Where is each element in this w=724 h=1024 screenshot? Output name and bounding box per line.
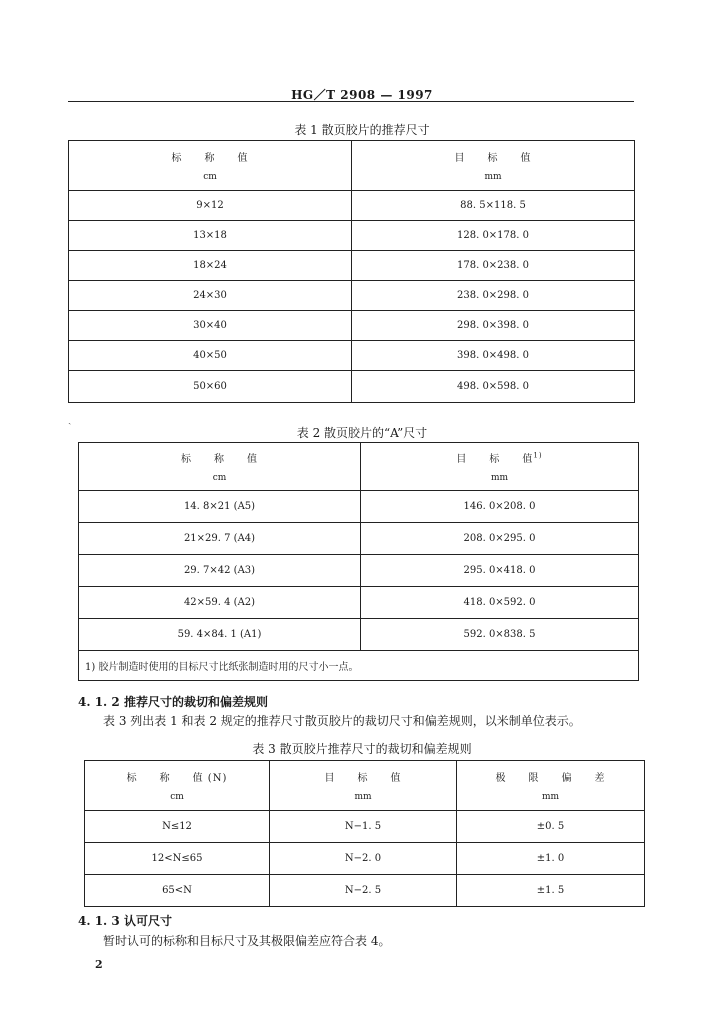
table-cell: 30×40	[69, 311, 352, 341]
header-label: 目 标 值	[456, 454, 534, 465]
table1-caption: 表 1 散页胶片的推荐尺寸	[294, 123, 430, 137]
table-cell: 13×18	[69, 221, 352, 251]
table-cell: 18×24	[69, 251, 352, 281]
table-cell: 238. 0×298. 0	[352, 281, 635, 311]
header-label: 标 称 值	[181, 454, 258, 465]
table1-header-target	[352, 141, 635, 191]
section-4-1-2-text: 表 3 列出表 1 和表 2 规定的推荐尺寸散页胶片的裁切尺寸和偏差规则，以米制单位表示。	[103, 714, 581, 728]
table-cell: 178. 0×238. 0	[352, 251, 635, 281]
footnote-mark: 1)	[533, 451, 543, 460]
table-cell: 298. 0×398. 0	[352, 311, 635, 341]
header-unit: mm	[490, 473, 509, 483]
table-row	[69, 341, 635, 371]
table1	[68, 140, 635, 403]
header-label: 目 标 值	[324, 773, 402, 784]
table3	[84, 760, 645, 907]
standard-header: HG／T 2908 — 1997	[291, 88, 433, 102]
table-row	[85, 875, 645, 907]
section-4-1-2-title: 4. 1. 2 推荐尺寸的裁切和偏差规则	[78, 695, 268, 709]
table1-header-nominal	[69, 141, 352, 191]
table-cell: 592. 0×838. 5	[361, 619, 639, 651]
table-cell: 40×50	[69, 341, 352, 371]
header-unit: mm	[354, 792, 372, 802]
page-number: 2	[95, 958, 103, 971]
header-rule	[68, 101, 634, 102]
table3-header-nominal	[85, 761, 270, 811]
table-row	[79, 491, 639, 523]
table-cell: 418. 0×592. 0	[361, 587, 639, 619]
table-cell: ±1. 5	[457, 875, 645, 907]
table-row	[69, 251, 635, 281]
scan-speck: ˎ	[68, 414, 72, 425]
table-cell: 29. 7×42 (A3)	[79, 555, 361, 587]
table-cell: N−1. 5	[270, 811, 457, 843]
header-unit: mm	[484, 172, 502, 182]
table3-header-tolerance	[457, 761, 645, 811]
table-cell: 21×29. 7 (A4)	[79, 523, 361, 555]
table-cell: N−2. 0	[270, 843, 457, 875]
table-row	[79, 619, 639, 651]
table-row	[69, 191, 635, 221]
table-cell: 146. 0×208. 0	[361, 491, 639, 523]
table-cell: 59. 4×84. 1 (A1)	[79, 619, 361, 651]
table3-header-row	[85, 761, 645, 811]
table-row	[79, 555, 639, 587]
header-label: 标 称 值 (N)	[126, 773, 228, 784]
section-4-1-3-title: 4. 1. 3 认可尺寸	[78, 914, 172, 928]
table2-footnote: 1) 胶片制造时使用的目标尺寸比纸张制造时用的尺寸小一点。	[79, 651, 639, 681]
header-unit: mm	[541, 792, 560, 802]
table-cell: 498. 0×598. 0	[352, 371, 635, 403]
table2-note-row	[79, 651, 639, 681]
table-cell: 24×30	[69, 281, 352, 311]
table-row	[69, 281, 635, 311]
table-row	[85, 811, 645, 843]
table-cell: 9×12	[69, 191, 352, 221]
table-row	[69, 311, 635, 341]
header-label: 极 限 偏 差	[495, 773, 606, 784]
table2-header-row	[79, 443, 639, 491]
table-cell: 42×59. 4 (A2)	[79, 587, 361, 619]
table-cell: ±0. 5	[457, 811, 645, 843]
table-row	[69, 221, 635, 251]
header-unit: cm	[212, 473, 227, 483]
table3-header-target	[270, 761, 457, 811]
table-cell: 208. 0×295. 0	[361, 523, 639, 555]
table1-header-row	[69, 141, 635, 191]
table-cell: N−2. 5	[270, 875, 457, 907]
table2-header-target	[361, 443, 639, 491]
table-cell: ±1. 0	[457, 843, 645, 875]
table-cell: 12<N≤65	[85, 843, 270, 875]
table2-caption: 表 2 散页胶片的“A”尺寸	[296, 426, 428, 440]
section-4-1-3-text: 暂时认可的标称和目标尺寸及其极限偏差应符合表 4。	[103, 934, 391, 948]
table-row	[79, 523, 639, 555]
header-unit: cm	[203, 172, 217, 182]
table-cell: 50×60	[69, 371, 352, 403]
table-cell: 128. 0×178. 0	[352, 221, 635, 251]
table-cell: 398. 0×498. 0	[352, 341, 635, 371]
table-row	[69, 371, 635, 403]
table-cell: 88. 5×118. 5	[352, 191, 635, 221]
header-unit: cm	[170, 792, 184, 802]
table-row	[85, 843, 645, 875]
table-cell: 295. 0×418. 0	[361, 555, 639, 587]
table-cell: N≤12	[85, 811, 270, 843]
table-cell: 65<N	[85, 875, 270, 907]
table-row	[79, 587, 639, 619]
table3-caption: 表 3 散页胶片推荐尺寸的裁切和偏差规则	[252, 742, 472, 756]
table2	[78, 442, 639, 681]
table-cell: 14. 8×21 (A5)	[79, 491, 361, 523]
table2-header-nominal	[79, 443, 361, 491]
header-label: 标 称 值	[171, 153, 249, 164]
header-label: 目 标 值	[454, 153, 532, 164]
